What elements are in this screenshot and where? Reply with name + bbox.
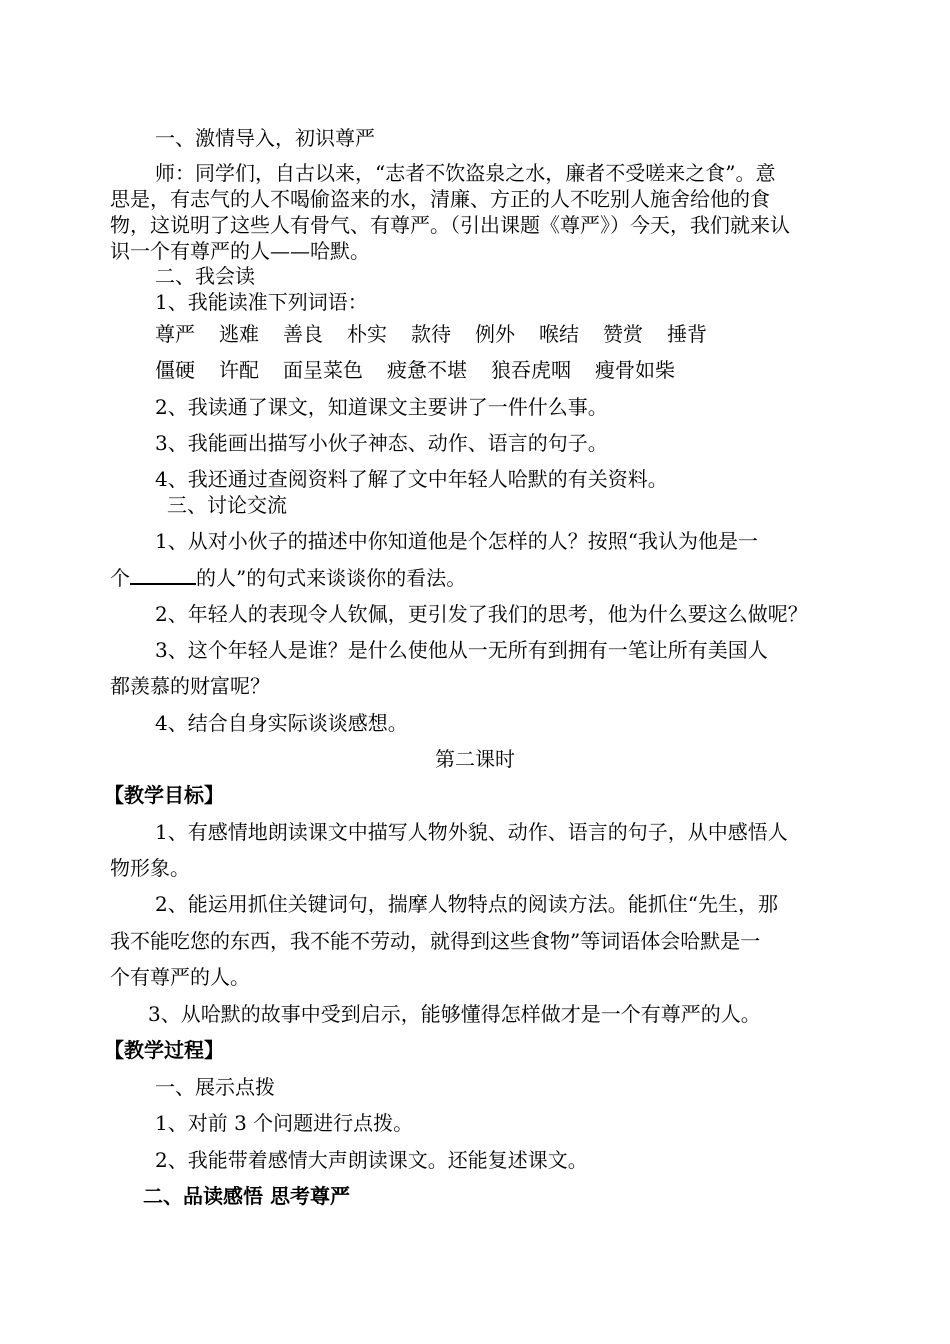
word: 赞赏 [603, 322, 643, 346]
word: 喉结 [539, 322, 579, 346]
process-item: 1、对前 3 个问题进行点拨。 [155, 1111, 414, 1135]
paragraph-line: 物，这说明了这些人有骨气、有尊严。（引出课题《尊严》）今天，我们就来认 [110, 213, 790, 237]
goal-item: 2、能运用抓住关键词句，揣摩人物特点的阅读方法。能抓住“先生，那 [155, 892, 778, 916]
word: 许配 [219, 358, 259, 382]
word: 疲惫不堪 [387, 358, 467, 382]
list-item: 4、结合自身实际谈谈感想。 [155, 711, 408, 735]
list-item: 3、这个年轻人是谁？是什么使他从一无所有到拥有一笔让所有美国人 [155, 638, 768, 662]
process-step-heading: 二、品读感悟 思考尊严 [143, 1184, 350, 1208]
word: 善良 [283, 322, 323, 346]
word: 款待 [411, 322, 451, 346]
goal-item-continuation: 物形象。 [110, 856, 190, 880]
paragraph-line: 思是，有志气的人不喝偷盗来的水，清廉、方正的人不吃别人施舍给他的食 [110, 187, 770, 211]
word: 逃难 [219, 322, 259, 346]
paragraph-line: 识一个有尊严的人——哈默。 [110, 239, 370, 263]
word: 僵硬 [155, 358, 195, 382]
goal-item: 1、有感情地朗读课文中描写人物外貌、动作、语言的句子，从中感悟人 [155, 820, 788, 844]
word: 尊严 [155, 322, 195, 346]
list-item: 2、我读通了课文，知道课文主要讲了一件什么事。 [155, 395, 608, 419]
word-list-row-1 [155, 321, 731, 347]
list-item-continuation: 都羡慕的财富呢？ [110, 674, 270, 698]
section-heading-read: 二、我会读 [155, 264, 255, 288]
fill-in-blank [130, 565, 196, 585]
word: 朴实 [347, 322, 387, 346]
paragraph-line: 师：同学们，自古以来，“志者不饮盗泉之水，廉者不受嗟来之食”。意 [155, 161, 776, 185]
word: 例外 [475, 322, 515, 346]
word: 捶背 [667, 322, 707, 346]
list-item: 1、我能读准下列词语： [155, 290, 368, 314]
word-list-row-2 [155, 357, 699, 383]
process-item: 2、我能带着感情大声朗读课文。还能复述课文。 [155, 1148, 588, 1172]
process-heading: 【教学过程】 [104, 1038, 224, 1062]
lesson-title: 第二课时 [435, 747, 515, 771]
goal-item-continuation: 个有尊严的人。 [110, 965, 250, 989]
word: 面呈菜色 [283, 358, 363, 382]
section-heading-discuss: 三、讨论交流 [167, 493, 287, 517]
section-heading-intro: 一、激情导入，初识尊严 [155, 126, 375, 150]
word: 瘦骨如柴 [595, 358, 675, 382]
goal-item-continuation: 我不能吃您的东西，我不能不劳动，就得到这些食物”等词语体会哈默是一 [110, 929, 761, 953]
goal-item: 3、从哈默的故事中受到启示，能够懂得怎样做才是一个有尊严的人。 [148, 1002, 761, 1026]
list-item: 4、我还通过查阅资料了解了文中年轻人哈默的有关资料。 [155, 467, 668, 491]
process-step-heading: 一、展示点拨 [155, 1075, 275, 1099]
list-item: 2、年轻人的表现令人钦佩，更引发了我们的思考，他为什么要这么做呢？ [155, 602, 808, 626]
list-item: 3、我能画出描写小伙子神态、动作、语言的句子。 [155, 431, 608, 455]
word: 狼吞虎咽 [491, 358, 571, 382]
list-item: 1、从对小伙子的描述中你知道他是个怎样的人？按照“我认为他是一 [155, 529, 758, 553]
list-item-continuation: 个 的人”的句式来谈谈你的看法。 [110, 566, 467, 590]
goals-heading: 【教学目标】 [104, 783, 224, 807]
